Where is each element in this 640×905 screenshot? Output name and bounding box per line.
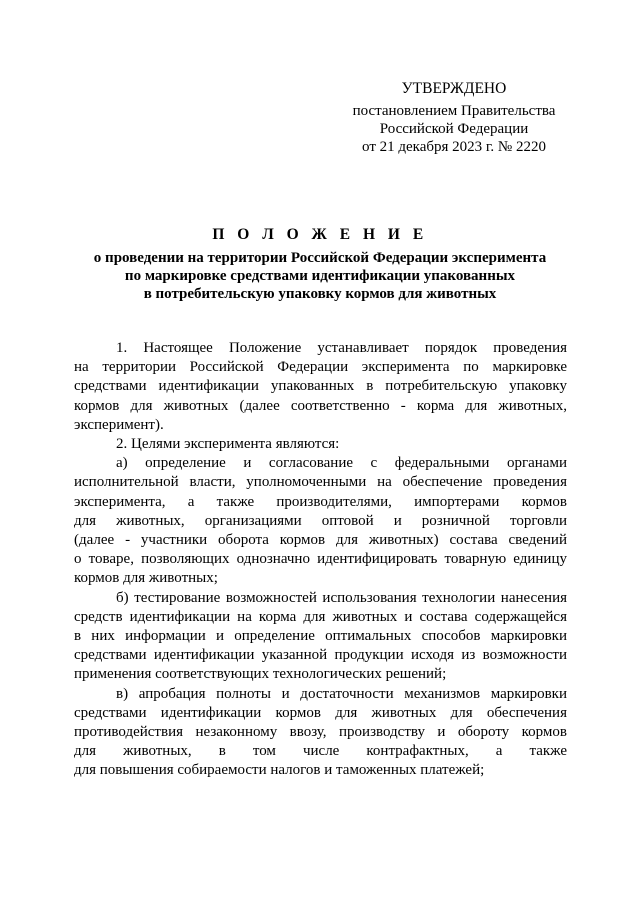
document-subtitle-line: в потребительскую упаковку кормов для животных: [143, 286, 497, 302]
text-line: о товаре, позволяющих однозначно идентифицировать товарную единицу: [74, 551, 567, 568]
text-line: средствами идентификации упакованных в потребительскую упаковку: [74, 378, 567, 395]
approval-line: постановлением Правительства: [352, 103, 556, 119]
document-heading: [60, 226, 580, 303]
document-subtitle-line: по маркировке средствами идентификации упакованных: [124, 268, 516, 284]
text-line: средств идентификации на корма для животных и состава содержащейся: [74, 608, 567, 625]
text-line: кормов для животных (далее соответственно - корма для животных,: [74, 397, 567, 414]
approval-title: УТВЕРЖДЕНО: [401, 80, 507, 97]
text-line: на территории Российской Федерации эксперимента по маркировке: [74, 359, 567, 376]
text-line: б) тестирование возможностей использования технологии нанесения: [116, 589, 567, 606]
text-line: средствами идентификации кормов для животных для обеспечения: [74, 704, 567, 721]
text-line: применения соответствующих технологических решений;: [74, 666, 447, 683]
approval-block: [340, 80, 568, 156]
paragraph-a: [74, 454, 567, 588]
text-line: в них информации и определение оптимальных способов маркировки: [74, 628, 567, 645]
text-line: 1. Настоящее Положение устанавливает порядок проведения: [116, 340, 567, 356]
paragraph-1: [74, 339, 567, 435]
document-title: П О Л О Ж Е Н И Е: [212, 226, 428, 243]
text-line: эксперимент).: [74, 416, 164, 433]
text-line: для животных, организациями оптовой и розничной торговли: [74, 512, 567, 529]
paragraph-v: [74, 685, 567, 781]
paragraph-b: [74, 589, 567, 685]
text-line: а) определение и согласование с федеральными органами: [116, 455, 567, 472]
approval-line: Российской Федерации: [379, 121, 529, 137]
text-line: для повышения собираемости налогов и таможенных платежей;: [74, 762, 485, 779]
approval-line: от 21 декабря 2023 г. № 2220: [362, 139, 546, 155]
text-line: 2. Целями эксперимента являются:: [116, 436, 340, 453]
text-line: средствами идентификации указанной продукции исходя из возможности: [74, 647, 567, 664]
text-line: исполнительной власти, уполномоченными на обеспечение проведения: [74, 474, 567, 491]
text-line: (далее - участники оборота кормов для животных) состава сведений: [74, 532, 567, 549]
document-subtitle-line: о проведении на территории Российской Федерации эксперимента: [93, 250, 547, 266]
text-line: противодействия незаконному ввозу, производству и обороту кормов: [74, 724, 567, 741]
paragraph-2: [74, 435, 567, 454]
text-line: кормов для животных;: [74, 570, 218, 587]
text-line: в) апробация полноты и достаточности механизмов маркировки: [116, 685, 567, 702]
text-line: для животных, в том числе контрафактных, а также: [74, 743, 567, 760]
document-body: [74, 339, 567, 781]
text-line: эксперимента, а также производителями, импортерами кормов: [74, 493, 567, 510]
